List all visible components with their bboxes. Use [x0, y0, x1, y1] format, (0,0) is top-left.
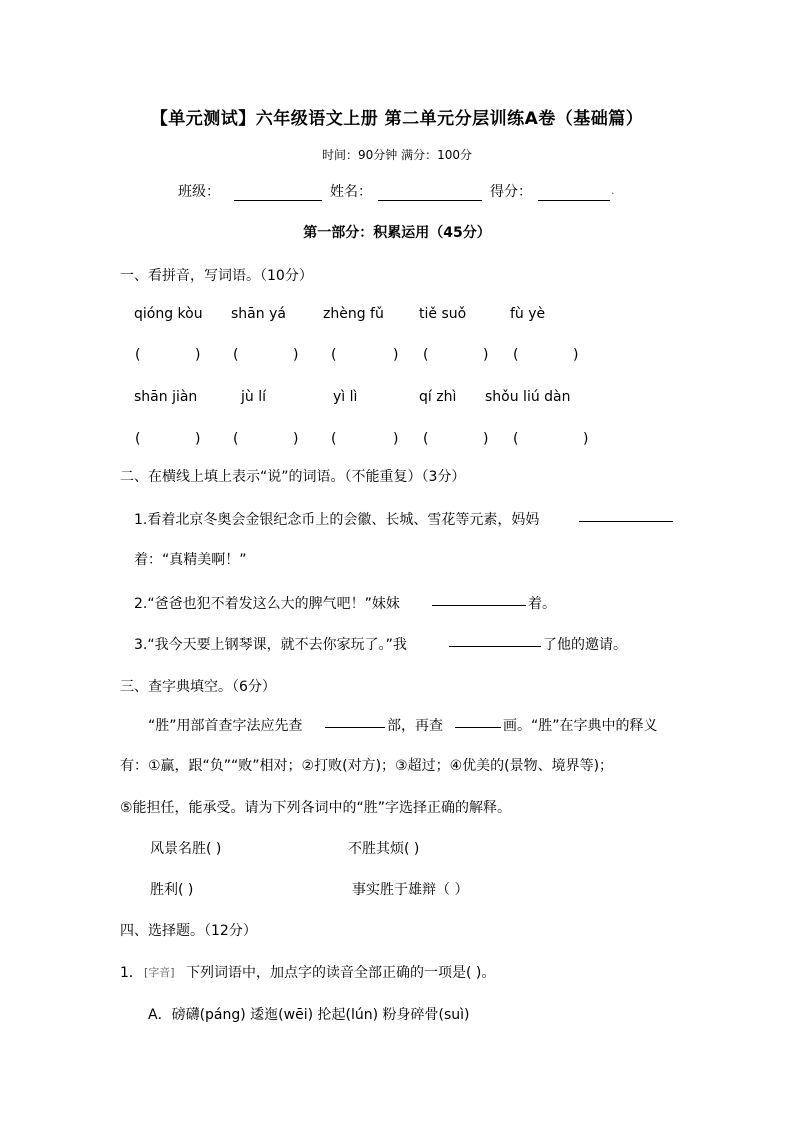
pinyin-item: jù lí — [241, 389, 266, 405]
q3-line3: ⑤能担任，能承受。请为下列各词中的“胜”字选择正确的解释。 — [120, 800, 512, 816]
paren-close: ) — [393, 431, 399, 447]
paren-open: ( — [423, 431, 429, 447]
q2-item2-text-end: 着。 — [528, 596, 556, 612]
q3-word-3: 胜利( ) — [150, 882, 194, 898]
page-title: 【单元测试】六年级语文上册 第二单元分层训练A卷（基础篇） — [150, 109, 644, 129]
pinyin-item: tiě suǒ — [419, 306, 467, 322]
pinyin-item: qióng kòu — [134, 306, 203, 322]
q3-line1-a: “胜”用部首查字法应先查 — [148, 718, 303, 734]
q2-item1-text-end: 着：“真精美啊！” — [134, 552, 247, 568]
paren-open: ( — [331, 347, 337, 363]
paren-open: ( — [423, 347, 429, 363]
paren-close: ) — [195, 431, 201, 447]
q4-item1-tag: [字音] — [144, 966, 175, 979]
q3-line1-b: 部，再查 — [387, 718, 443, 734]
q1-title: 一、看拼音，写词语。（10分） — [120, 268, 313, 284]
q3-line2: 有：①赢，跟“负”“败”相对；②打败(对方)；③超过；④优美的(景物、境界等)； — [120, 758, 614, 774]
score-label: 得分： — [490, 184, 532, 200]
pinyin-item: shǒu liú dàn — [485, 389, 571, 405]
paren-close: ) — [195, 347, 201, 363]
pinyin-item: fù yè — [510, 306, 546, 322]
pinyin-item: zhèng fǔ — [323, 306, 384, 322]
paren-close: ) — [483, 347, 489, 363]
paren-close: ) — [393, 347, 399, 363]
q2-title: 二、在横线上填上表示“说”的词语。（不能重复）（3分） — [120, 469, 466, 485]
q2-item1-text: 1.看着北京冬奥会金银纪念币上的会徽、长城、雪花等元素，妈妈 — [134, 512, 540, 528]
q2-item2-text: 2.“爸爸也犯不着发这么大的脾气吧！”妹妹 — [134, 596, 400, 612]
class-blank — [234, 186, 322, 201]
q2-item3-blank — [449, 632, 541, 647]
pinyin-item: qí zhì — [419, 389, 457, 405]
paren-open: ( — [135, 347, 141, 363]
pinyin-item: shān jiàn — [134, 389, 198, 405]
q3-radical-blank — [325, 713, 385, 728]
q3-title: 三、查字典填空。（6分） — [120, 679, 276, 695]
q4-title: 四、选择题。（12分） — [120, 923, 257, 939]
score-blank — [538, 186, 610, 201]
paren-close: ) — [293, 347, 299, 363]
q4-item1-text: 下列词语中，加点字的读音全部正确的一项是( )。 — [186, 965, 496, 981]
q3-word-1: 风景名胜( ) — [150, 841, 222, 857]
paren-close: ) — [483, 431, 489, 447]
name-blank — [378, 186, 482, 201]
pinyin-item: yì lì — [333, 389, 358, 405]
q4-option-a: A．磅礴(páng) 逶迤(wēi) 抡起(lún) 粉身碎骨(suì) — [148, 1007, 470, 1023]
pinyin-item: shān yá — [231, 306, 286, 322]
q2-item1-blank — [579, 507, 673, 522]
paren-open: ( — [233, 431, 239, 447]
paren-close: ) — [293, 431, 299, 447]
paren-close: ) — [573, 347, 579, 363]
q3-line1-c: 画。“胜”在字典中的释义 — [503, 718, 658, 734]
q3-word-4: 事实胜于雄辩（ ） — [352, 882, 469, 898]
paren-open: ( — [233, 347, 239, 363]
paren-open: ( — [513, 431, 519, 447]
q3-word-2: 不胜其烦( ) — [348, 841, 420, 857]
q2-item3-text-end: 了他的邀请。 — [543, 637, 627, 653]
q4-item1-number: 1． — [120, 965, 143, 981]
paren-open: ( — [135, 431, 141, 447]
name-label: 姓名： — [330, 184, 372, 200]
class-label: 班级： — [178, 184, 220, 200]
end-mark: . — [611, 184, 615, 197]
q2-item2-blank — [432, 591, 526, 606]
paren-open: ( — [513, 347, 519, 363]
part1-title: 第一部分：积累运用（45分） — [303, 225, 491, 241]
exam-subtitle: 时间：90分钟 满分：100分 — [322, 148, 472, 162]
q2-item3-text: 3.“我今天要上钢琴课，就不去你家玩了。”我 — [134, 637, 407, 653]
q3-strokes-blank — [455, 713, 501, 728]
paren-open: ( — [331, 431, 337, 447]
paren-close: ) — [583, 431, 589, 447]
